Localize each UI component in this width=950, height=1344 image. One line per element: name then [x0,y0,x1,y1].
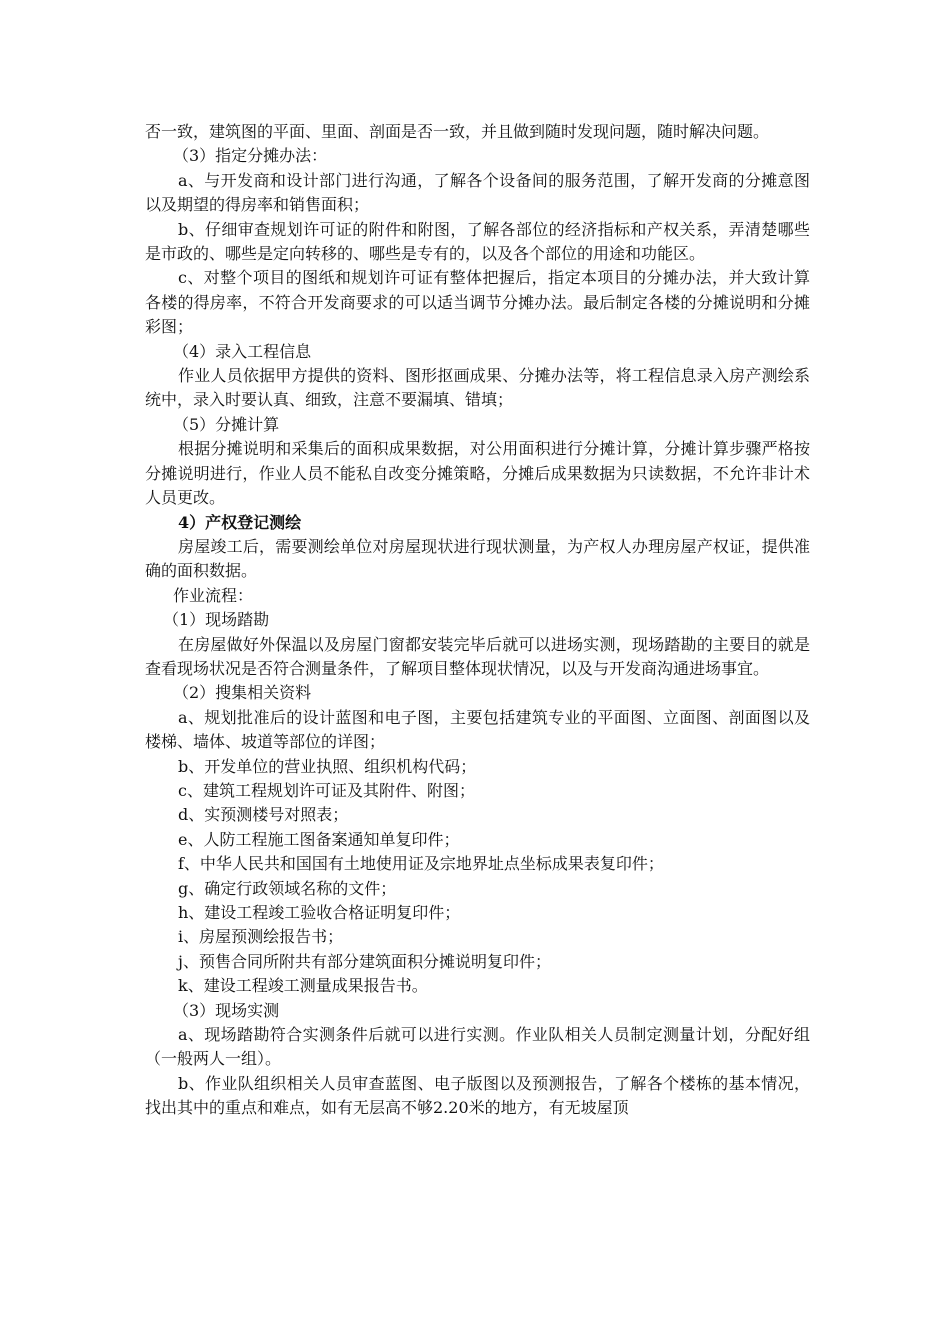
paragraph-allocation-calc: 根据分摊说明和采集后的面积成果数据，对公用面积进行分摊计算，分摊计算步骤严格按分摊说明进行，作业人员不能私自改变分摊策略，分摊后成果数据为只读数据，不允许非计术人员更改。 [145,439,810,508]
list-item-material-h: h、建设工程竣工验收合格证明复印件； [178,903,461,922]
list-item-material-a: a、规划批准后的设计蓝图和电子图，主要包括建筑专业的平面图、立面图、剖面图以及楼梯、墙体、坡道等部位的详图； [145,707,810,752]
heading-enter-project-info: （4）录入工程信息 [173,341,312,361]
list-item-material-b: b、开发单位的营业执照、组织机构代码； [178,756,477,776]
list-item-material-g: g、确定行政领域名称的文件； [178,878,397,898]
heading-site-inspection: （1）现场踏勘 [163,610,270,630]
paragraph-enter-project-info: 作业人员依据甲方提供的资料、图形抠画成果、分摊办法等，将工程信息录入房产测绘系统中，录入时要认真、细致，注意不要漏填、错填； [145,366,810,410]
heading-site-measurement: （3）现场实测 [173,1000,280,1020]
paragraph-continuation: 否一致，建筑图的平面、里面、剖面是否一致，并且做到随时发现问题，随时解决问题。 [145,122,770,141]
list-item-material-e: e、人防工程施工图备案通知单复印件； [178,829,460,849]
paragraph-site-inspection: 在房屋做好外保温以及房屋门窗都安装完毕后就可以进场实测，现场踏勘的主要目的就是查看现场状况是否符合测量条件，了解项目整体现状情况，以及与开发商沟通进场事宜。 [145,634,810,678]
list-item-material-d: d、实预测楼号对照表； [178,805,349,825]
document-page [145,120,810,1121]
heading-collect-materials: （2）搜集相关资料 [173,683,312,703]
heading-allocation-calc: （5）分摊计算 [173,414,280,434]
list-item-material-k: k、建设工程竣工测量成果报告书。 [178,976,428,996]
paragraph-allocation-a: a、与开发商和设计部门进行沟通，了解各个设备间的服务范围，了解开发商的分摊意图以及期望的得房率和销售面积； [145,170,810,215]
section-title-property-survey: 4）产权登记测绘 [178,512,302,532]
heading-workflow: 作业流程： [173,585,254,605]
list-item-material-i: i、房屋预测绘报告书； [178,927,344,947]
paragraph-allocation-c: c、对整个项目的图纸和规划许可证有整体把握后，指定本项目的分摊办法，并大致计算各楼的得房率，不符合开发商要求的可以适当调节分摊办法。最后制定各楼的分摊说明和分摊彩图； [145,268,810,337]
list-item-material-j: j、预售合同所附共有部分建筑面积分摊说明复印件； [178,951,551,971]
paragraph-site-measurement-b: b、作业队组织相关人员审查蓝图、电子版图以及预测报告，了解各个楼栋的基本情况，找出其中的重点和难点，如有无层高不够2.20米的地方，有无坡屋顶 [145,1073,810,1118]
paragraph-property-survey-intro: 房屋竣工后，需要测绘单位对房屋现状进行现状测量，为产权人办理房屋产权证，提供准确的面积数据。 [145,536,810,581]
list-item-material-c: c、建筑工程规划许可证及其附件、附图； [178,780,475,800]
list-item-material-f: f、中华人民共和国国有土地使用证及宗地界址点坐标成果表复印件； [178,854,664,874]
paragraph-site-measurement-a: a、现场踏勘符合实测条件后就可以进行实测。作业队相关人员制定测量计划，分配好组（一般两人一组）。 [145,1025,810,1069]
paragraph-allocation-b: b、仔细审查规划许可证的附件和附图，了解各部位的经济指标和产权关系，弄清楚哪些是市政的、哪些是定向转移的、哪些是专有的，以及各个部位的用途和功能区。 [145,219,810,264]
heading-allocation-method: （3）指定分摊办法： [173,146,328,166]
